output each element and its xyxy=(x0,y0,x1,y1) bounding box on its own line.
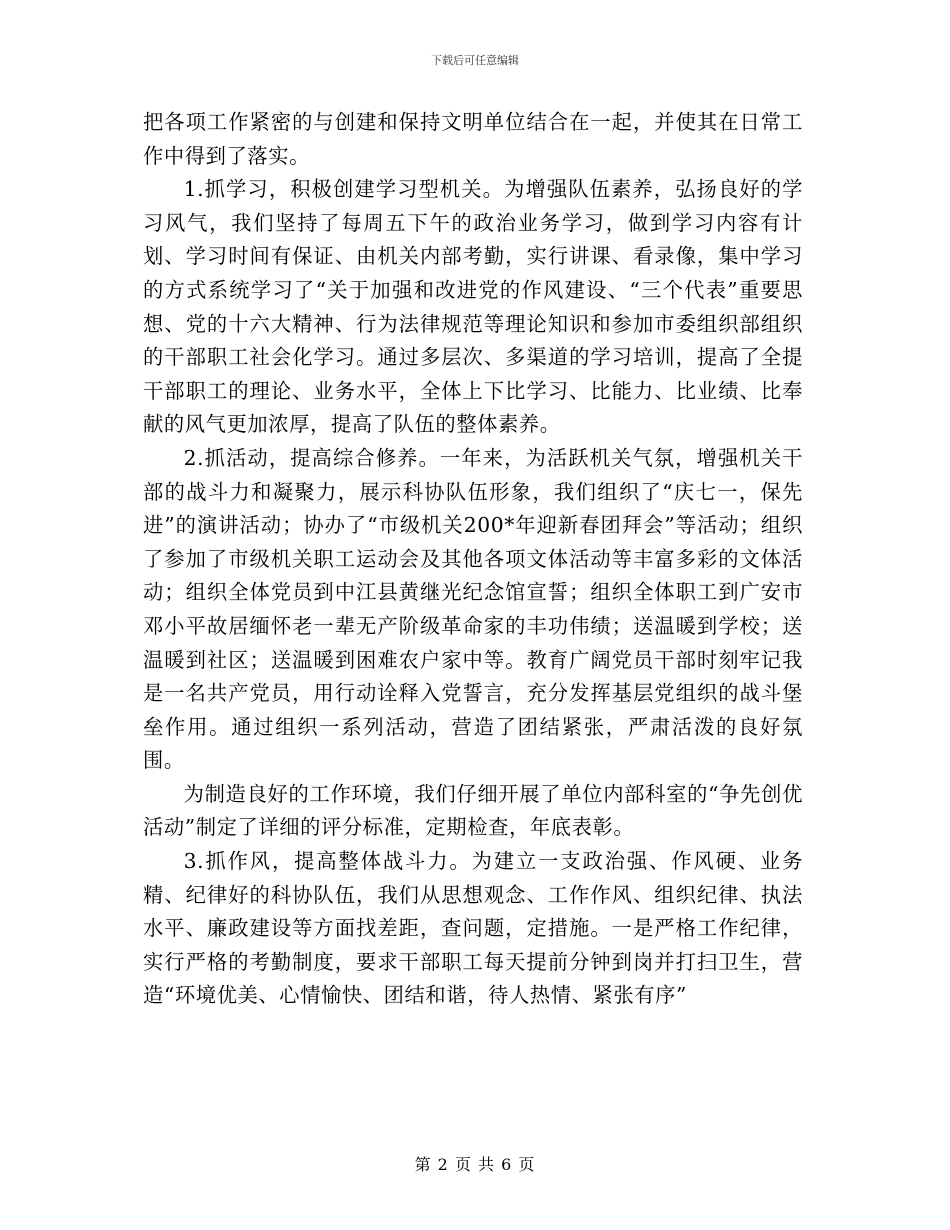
paragraph-work-style: 3.抓作风，提高整体战斗力。为建立一支政治强、作风硬、业务精、纪律好的科协队伍，我们从思想观念、工作作风、组织纪律、执法水平、廉政建设等方面找差距，查问题，定措施。一是严格工作纪律，实行严格的考勤制度，要求干部职工每天提前分钟到岗并打扫卫生，营造“环境优美、心情愉快、团结和谐，待人热情、紧张有序” xyxy=(143,849,803,1008)
paragraph-continuation: 把各项工作紧密的与创建和保持文明单位结合在一起，并使其在日常工作中得到了落实。 xyxy=(143,110,803,168)
document-body xyxy=(143,106,803,1013)
page-number: 第 2 页 共 6 页 xyxy=(414,1155,536,1174)
paragraph-activities: 2.抓活动，提高综合修养。一年来，为活跃机关气氛，增强机关干部的战斗力和凝聚力，展示科协队伍形象，我们组织了“庆七一，保先进”的演讲活动；协办了“市级机关200*年迎新春团拜会”等活动；组织了参加了市级机关职工运动会及其他各项文体活动等丰富多彩的文体活动；组织全体党员到中江县黄继光纪念馆宣誓；组织全体职工到广安市邓小平故居缅怀老一辈无产阶级革命家的丰功伟绩；送温暖到学校；送温暖到社区；送温暖到困难农户家中等。教育广阔党员干部时刻牢记我是一名共产党员，用行动诠释入党誓言，充分发挥基层党组织的战斗堡垒作用。通过组织一系列活动，营造了团结紧张，严肃活泼的良好氛围。 xyxy=(143,445,803,773)
paragraph-study: 1.抓学习，积极创建学习型机关。为增强队伍素养，弘扬良好的学习风气，我们坚持了每周五下午的政治业务学习，做到学习内容有计划、学习时间有保证、由机关内部考勤，实行讲课、看录像，集中学习的方式系统学习了“关于加强和改进党的作风建设、“三个代表”重要思想、党的十六大精神、行为法律规范等理论知识和参加市委组织部组织的干部职工社会化学习。通过多层次、多渠道的学习培训，提高了全提干部职工的理论、业务水平，全体上下比学习、比能力、比业绩、比奉献的风气更加浓厚，提高了队伍的整体素养。 xyxy=(143,177,803,437)
page-header: 下载后可任意编辑 xyxy=(431,54,519,67)
paragraph-environment: 为制造良好的工作环境，我们仔细开展了单位内部科室的“争先创优活动”制定了详细的评分标准，定期检查，年底表彰。 xyxy=(143,781,803,840)
